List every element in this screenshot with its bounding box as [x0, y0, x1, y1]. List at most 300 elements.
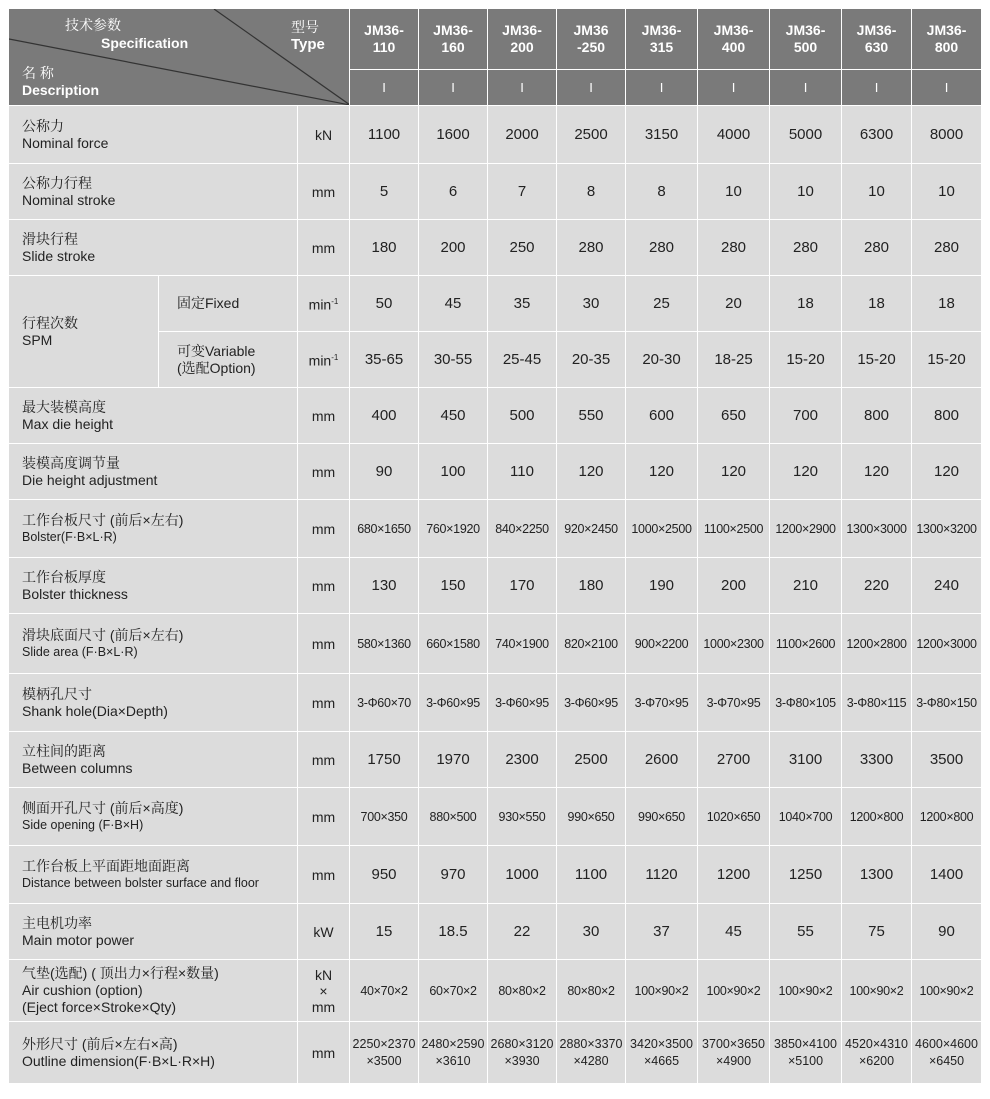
value-cell: 3-Φ80×115 [842, 674, 912, 732]
value-cell: 120 [557, 444, 626, 500]
type-mark: I [488, 69, 557, 105]
unit-cell [298, 960, 350, 1022]
value-cell: 15-20 [842, 332, 912, 388]
header-row-models [9, 9, 982, 70]
value-cell: 1200×800 [912, 788, 982, 846]
value-cell: 8 [557, 164, 626, 220]
value-cell: 1600 [419, 106, 488, 164]
model-header [350, 9, 419, 70]
value-cell: 2300 [488, 732, 557, 788]
description-zh: 装模高度调节量 [22, 454, 120, 471]
row-description [9, 276, 159, 388]
value-cell: 930×550 [488, 788, 557, 846]
table-row [9, 106, 982, 164]
value-cell: 2700 [698, 732, 770, 788]
value-cell: 80×80×2 [488, 960, 557, 1022]
description-en: Main motor power [22, 931, 135, 948]
value-cell: 650 [698, 388, 770, 444]
description-en: Die height adjustment [22, 471, 158, 488]
spec-table [8, 8, 982, 1084]
value-line: 3700×3650 [702, 1036, 765, 1051]
value-cell: 3100 [770, 732, 842, 788]
description-en: Slide area (F·B×L·R) [22, 644, 138, 659]
unit-text: mm [311, 1044, 336, 1061]
value-cell: 1000 [488, 846, 557, 904]
value-cell: 15 [350, 904, 419, 960]
type-mark: I [912, 69, 982, 105]
unit-text: mm [311, 520, 336, 537]
value-cell: 970 [419, 846, 488, 904]
value-line: ×6450 [928, 1053, 965, 1068]
table-row [9, 388, 982, 444]
description-en: Slide stroke [22, 247, 96, 264]
value-cell: 280 [698, 220, 770, 276]
model-prefix: JM36- [502, 21, 542, 38]
value-cell: 280 [770, 220, 842, 276]
value-cell: 18.5 [419, 904, 488, 960]
value-cell: 280 [912, 220, 982, 276]
value-cell: 100×90×2 [698, 960, 770, 1022]
value-cell: 8000 [912, 106, 982, 164]
description-en-2: (Eject force×Stroke×Qty) [22, 999, 177, 1015]
value-cell: 600 [626, 388, 698, 444]
value-cell: 45 [419, 276, 488, 332]
value-cell: 20-35 [557, 332, 626, 388]
model-prefix: JM36 [573, 21, 609, 38]
description-zh: 工作台板尺寸 (前后×左右) [22, 511, 184, 528]
value-cell: 740×1900 [488, 614, 557, 674]
value-cell: 10 [912, 164, 982, 220]
unit-cell [298, 788, 350, 846]
value-cell: 1300×3000 [842, 500, 912, 558]
value-cell: 150 [419, 558, 488, 614]
value-cell [770, 1022, 842, 1084]
description-en: Between columns [22, 759, 133, 776]
value-cell: 950 [350, 846, 419, 904]
model-prefix: JM36- [433, 21, 473, 38]
value-cell: 15-20 [770, 332, 842, 388]
value-line: 3420×3500 [630, 1036, 693, 1051]
table-row [9, 558, 982, 614]
model-prefix: JM36- [713, 21, 754, 38]
unit-cell [298, 732, 350, 788]
value-cell: 2500 [557, 732, 626, 788]
value-cell: 200 [698, 558, 770, 614]
unit-text: mm [311, 808, 336, 825]
value-cell: 760×1920 [419, 500, 488, 558]
model-prefix: JM36- [856, 21, 897, 38]
value-cell: 18-25 [698, 332, 770, 388]
row-description [9, 846, 298, 904]
value-line: ×3930 [504, 1053, 540, 1068]
value-cell: 20 [698, 276, 770, 332]
value-cell: 120 [912, 444, 982, 500]
value-cell: 1000×2500 [626, 500, 698, 558]
value-cell: 1300×3200 [912, 500, 982, 558]
value-cell [557, 1022, 626, 1084]
value-cell: 900×2200 [626, 614, 698, 674]
value-cell: 100×90×2 [770, 960, 842, 1022]
value-cell: 18 [912, 276, 982, 332]
model-header [488, 9, 557, 70]
value-cell: 3150 [626, 106, 698, 164]
unit-text: kN [314, 126, 333, 143]
description-zh: 滑块底面尺寸 (前后×左右) [22, 626, 184, 643]
value-cell: 800 [842, 388, 912, 444]
value-cell: 660×1580 [419, 614, 488, 674]
sub-description [159, 332, 298, 388]
value-cell: 110 [488, 444, 557, 500]
value-cell: 680×1650 [350, 500, 419, 558]
unit-text: mm [311, 183, 336, 200]
value-cell: 240 [912, 558, 982, 614]
value-cell: 30-55 [419, 332, 488, 388]
value-line: 2480×2590 [421, 1036, 485, 1051]
description-en: Nominal force [22, 134, 109, 151]
description-zh: 模柄孔尺寸 [22, 685, 92, 702]
description-en: SPM [22, 331, 53, 348]
description-en: Max die height [22, 415, 114, 432]
unit-text: mm [311, 239, 336, 256]
unit-part: mm [311, 998, 336, 1015]
value-cell: 1100 [557, 846, 626, 904]
value-line: 2880×3370 [559, 1036, 623, 1051]
value-cell [912, 1022, 982, 1084]
row-description [9, 904, 298, 960]
value-cell: 700 [770, 388, 842, 444]
model-number: 400 [721, 38, 746, 55]
value-cell: 22 [488, 904, 557, 960]
unit-cell [298, 332, 350, 388]
desc-label-en: Description [22, 82, 100, 98]
row-description [9, 164, 298, 220]
unit-cell [298, 614, 350, 674]
description-zh: 最大装模高度 [22, 398, 106, 415]
sub-description-zh: 可变Variable [177, 342, 256, 359]
value-cell [626, 1022, 698, 1084]
table-row [9, 904, 982, 960]
row-description [9, 106, 298, 164]
value-line: 3850×4100 [774, 1036, 837, 1051]
unit-cell [298, 1022, 350, 1084]
unit-text: mm [311, 866, 336, 883]
value-cell: 1200 [698, 846, 770, 904]
unit-superscript: -1 [331, 353, 339, 363]
value-cell: 100 [419, 444, 488, 500]
table-row [9, 732, 982, 788]
value-cell: 1100 [350, 106, 419, 164]
value-cell: 2000 [488, 106, 557, 164]
value-cell: 3-Φ60×95 [557, 674, 626, 732]
value-cell: 1200×3000 [912, 614, 982, 674]
value-cell: 550 [557, 388, 626, 444]
value-cell: 3-Φ60×95 [419, 674, 488, 732]
value-cell: 1100×2500 [698, 500, 770, 558]
value-cell: 700×350 [350, 788, 419, 846]
value-cell [488, 1022, 557, 1084]
value-cell: 8 [626, 164, 698, 220]
row-description [9, 674, 298, 732]
value-cell: 10 [698, 164, 770, 220]
description-en: Nominal stroke [22, 191, 116, 208]
value-cell: 25 [626, 276, 698, 332]
value-cell: 20-30 [626, 332, 698, 388]
value-cell: 120 [842, 444, 912, 500]
row-description [9, 388, 298, 444]
type-mark: I [557, 69, 626, 105]
value-cell: 3-Φ70×95 [698, 674, 770, 732]
value-cell: 180 [350, 220, 419, 276]
type-mark: I [698, 69, 770, 105]
row-description [9, 788, 298, 846]
value-line: 4600×4600 [915, 1036, 978, 1051]
value-cell: 120 [626, 444, 698, 500]
value-cell: 55 [770, 904, 842, 960]
value-cell: 30 [557, 904, 626, 960]
type-mark: I [626, 69, 698, 105]
value-line: ×4665 [643, 1053, 680, 1068]
unit-cell [298, 388, 350, 444]
value-cell: 1200×2900 [770, 500, 842, 558]
value-cell: 60×70×2 [419, 960, 488, 1022]
value-cell: 7 [488, 164, 557, 220]
value-cell: 6300 [842, 106, 912, 164]
value-cell: 30 [557, 276, 626, 332]
row-description [9, 960, 298, 1022]
value-cell: 3-Φ70×95 [626, 674, 698, 732]
value-line: ×4900 [715, 1053, 752, 1068]
unit-part: kN [314, 966, 333, 983]
value-cell: 100×90×2 [912, 960, 982, 1022]
value-cell: 2500 [557, 106, 626, 164]
row-description [9, 220, 298, 276]
description-zh: 主电机功率 [22, 914, 92, 931]
value-cell [698, 1022, 770, 1084]
value-cell: 130 [350, 558, 419, 614]
value-cell: 1200×2800 [842, 614, 912, 674]
value-line: 4520×4310 [845, 1036, 908, 1051]
model-number: 110 [372, 38, 396, 55]
value-cell: 15-20 [912, 332, 982, 388]
type-label-zh: 型号 [291, 19, 319, 35]
value-cell: 18 [770, 276, 842, 332]
value-cell [350, 1022, 419, 1084]
value-cell: 500 [488, 388, 557, 444]
type-label-en: Type [291, 36, 325, 53]
description-en: Bolster(F·B×L·R) [22, 529, 117, 544]
description-en: Outline dimension(F·B×L·R×H) [22, 1052, 215, 1069]
value-cell: 820×2100 [557, 614, 626, 674]
unit-cell [298, 106, 350, 164]
model-number: 315 [649, 38, 674, 55]
model-prefix: JM36- [641, 21, 682, 38]
value-cell: 280 [842, 220, 912, 276]
type-mark: I [350, 69, 419, 105]
unit-cell [298, 846, 350, 904]
description-en: Air cushion (option) [22, 982, 143, 998]
table-row [9, 846, 982, 904]
value-cell: 120 [698, 444, 770, 500]
value-cell: 920×2450 [557, 500, 626, 558]
table-row [9, 674, 982, 732]
value-line: ×3610 [435, 1053, 471, 1068]
value-cell: 40×70×2 [350, 960, 419, 1022]
value-cell: 37 [626, 904, 698, 960]
description-zh: 立柱间的距离 [22, 742, 106, 759]
table-row [9, 500, 982, 558]
value-cell: 1970 [419, 732, 488, 788]
value-cell: 10 [770, 164, 842, 220]
value-cell: 6 [419, 164, 488, 220]
value-cell: 840×2250 [488, 500, 557, 558]
unit-text: mm [311, 463, 336, 480]
type-mark: I [770, 69, 842, 105]
value-cell: 400 [350, 388, 419, 444]
unit-text: min [308, 296, 332, 313]
value-cell: 1020×650 [698, 788, 770, 846]
table-row [9, 220, 982, 276]
description-en: Shank hole(Dia×Depth) [22, 702, 168, 719]
unit-text: mm [311, 751, 336, 768]
description-zh: 侧面开孔尺寸 (前后×高度) [22, 799, 184, 816]
description-zh: 外形尺寸 (前后×左右×高) [22, 1035, 178, 1052]
model-number: 200 [510, 38, 534, 55]
model-number: 160 [441, 38, 465, 55]
unit-text: min [308, 352, 332, 369]
value-cell: 1300 [842, 846, 912, 904]
value-line: ×6200 [858, 1053, 895, 1068]
value-cell: 180 [557, 558, 626, 614]
value-cell: 1040×700 [770, 788, 842, 846]
value-cell: 280 [626, 220, 698, 276]
value-cell: 4000 [698, 106, 770, 164]
unit-text: kW [313, 923, 334, 940]
value-cell: 220 [842, 558, 912, 614]
sub-description-en: (选配Option) [177, 359, 256, 376]
value-cell: 1750 [350, 732, 419, 788]
model-number: -250 [577, 38, 606, 55]
value-cell: 1000×2300 [698, 614, 770, 674]
model-prefix: JM36- [364, 21, 404, 38]
description-en: Bolster thickness [22, 585, 128, 602]
unit-text: mm [311, 694, 336, 711]
unit-cell [298, 500, 350, 558]
value-cell: 800 [912, 388, 982, 444]
value-cell: 45 [698, 904, 770, 960]
table-row [9, 276, 982, 332]
model-header [912, 9, 982, 70]
value-cell [419, 1022, 488, 1084]
value-line: ×3500 [366, 1053, 402, 1068]
model-number: 630 [864, 38, 889, 55]
unit-cell [298, 904, 350, 960]
description-en: Distance between bolster surface and floor [22, 875, 259, 890]
description-zh: 行程次数 [22, 314, 78, 331]
value-cell: 90 [350, 444, 419, 500]
table-row [9, 960, 982, 1022]
model-number: 800 [934, 38, 959, 55]
unit-cell [298, 558, 350, 614]
value-line: ×4280 [573, 1053, 609, 1068]
value-cell: 3500 [912, 732, 982, 788]
unit-cell [298, 164, 350, 220]
description-en: Side opening (F·B×H) [22, 817, 144, 832]
unit-superscript: -1 [331, 297, 339, 307]
model-number: 500 [793, 38, 818, 55]
value-line: ×5100 [787, 1053, 824, 1068]
header-corner [9, 9, 350, 106]
table-row [9, 444, 982, 500]
value-cell: 100×90×2 [626, 960, 698, 1022]
model-header [698, 9, 770, 70]
value-cell: 35 [488, 276, 557, 332]
value-cell: 1400 [912, 846, 982, 904]
unit-text: mm [311, 577, 336, 594]
value-cell: 990×650 [626, 788, 698, 846]
description-zh: 工作台板上平面距地面距离 [22, 857, 190, 874]
desc-label-zh: 名 称 [22, 65, 54, 81]
model-prefix: JM36- [926, 21, 967, 38]
table-row [9, 788, 982, 846]
row-description [9, 558, 298, 614]
value-cell: 3-Φ80×105 [770, 674, 842, 732]
type-mark: I [842, 69, 912, 105]
value-cell: 10 [842, 164, 912, 220]
row-description [9, 614, 298, 674]
unit-text: mm [311, 635, 336, 652]
value-cell: 200 [419, 220, 488, 276]
unit-cell [298, 444, 350, 500]
value-cell: 18 [842, 276, 912, 332]
sub-description [159, 276, 298, 332]
model-prefix: JM36- [785, 21, 826, 38]
unit-cell [298, 276, 350, 332]
row-description [9, 1022, 298, 1084]
value-cell [842, 1022, 912, 1084]
value-cell: 90 [912, 904, 982, 960]
spec-label-zh: 技术参数 [65, 17, 121, 33]
value-cell: 3-Φ80×150 [912, 674, 982, 732]
unit-cell [298, 220, 350, 276]
value-cell: 280 [557, 220, 626, 276]
value-cell: 190 [626, 558, 698, 614]
description-zh: 公称力 [22, 117, 64, 134]
value-cell: 990×650 [557, 788, 626, 846]
value-cell: 880×500 [419, 788, 488, 846]
value-line: 2680×3120 [490, 1036, 554, 1051]
value-cell: 80×80×2 [557, 960, 626, 1022]
table-row [9, 1022, 982, 1084]
model-header [626, 9, 698, 70]
model-header [770, 9, 842, 70]
value-cell: 2600 [626, 732, 698, 788]
value-cell: 25-45 [488, 332, 557, 388]
description-zh: 工作台板厚度 [22, 568, 106, 585]
value-cell: 1120 [626, 846, 698, 904]
sub-description-zh: 固定Fixed [177, 295, 240, 311]
model-header [842, 9, 912, 70]
description-zh: 气垫(选配) ( 顶出力×行程×数量) [22, 965, 219, 981]
value-cell: 1250 [770, 846, 842, 904]
value-cell: 450 [419, 388, 488, 444]
value-line: 2250×2370 [352, 1036, 416, 1051]
model-header [419, 9, 488, 70]
row-description [9, 444, 298, 500]
value-cell: 170 [488, 558, 557, 614]
value-cell: 100×90×2 [842, 960, 912, 1022]
value-cell: 1100×2600 [770, 614, 842, 674]
value-cell: 5000 [770, 106, 842, 164]
